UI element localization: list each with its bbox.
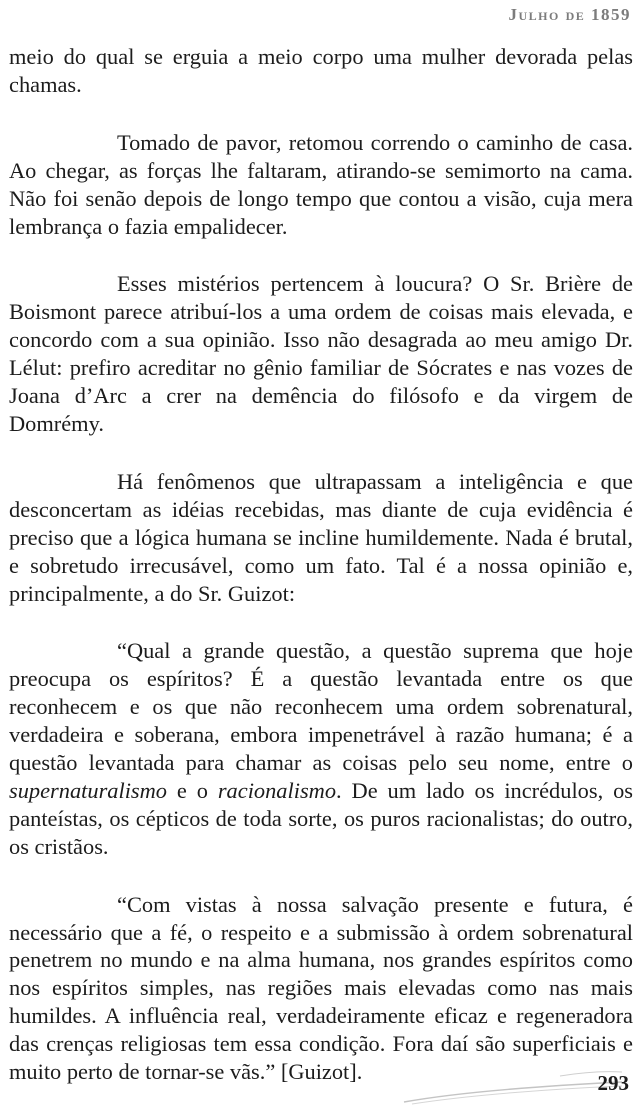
paragraph: Esses mistérios pertencem à loucura? O Sr. Brière de Boismont parece atribuí-los a uma ordem de coisas mais elevada, e concordo com a sua opinião. Isso não desagrada ao meu amigo Dr. Lélut: prefiro acreditar no gênio familiar de Sócrates e nas vozes de Joana d’Arc a crer na demência do filósofo e da virgem de Domrémy.: [9, 271, 633, 436]
text-run: “Qual a grande questão, a questão suprema que hoje preocupa os espíritos? É a questão levantada entre os que reconhecem e os que não reconhecem uma ordem sobrenatural, verdadeira e soberana, embora impenetrável à razão humana; é a questão levantada para chamar as coisas pelo seu nome, entre o: [9, 638, 633, 776]
paragraph: Tomado de pavor, retomou correndo o caminho de casa. Ao chegar, as forças lhe faltaram, atirando-se semimorto na cama. Não foi senão depois de longo tempo que contou a visão, cuja mera lembrança o fazia empalidecer.: [9, 129, 633, 239]
quote-paragraph: “Com vistas à nossa salvação presente e futura, é necessário que a fé, o respeito e a submissão à ordem sobrenatural penetrem no mundo e na alma humana, nos grandes espíritos como nos espíritos simples, nas regiões mais elevadas como nas mais humildes. A influência real, verdadeiramente eficaz e regeneradora das crenças religiosas tem essa condição. Fora daí são superficiais e muito perto de tornar-se vãs.” [Guizot].: [9, 891, 633, 1085]
text-run: . De um lado os incrédulos, os panteístas, os cépticos de toda sorte, os puros racionalistas; do outro, os cristãos.: [9, 777, 633, 859]
italic-term: racionalismo: [217, 777, 337, 803]
page-body: [9, 43, 633, 1116]
italic-term: supernaturalismo: [9, 777, 167, 803]
quote-paragraph: [9, 637, 633, 860]
running-head: Julho de 1859: [508, 5, 631, 24]
text-run: e o: [167, 777, 218, 803]
paragraph: meio do qual se erguia a meio corpo uma mulher devorada pelas chamas.: [9, 44, 633, 97]
decorative-swoosh: [400, 1066, 625, 1106]
paragraph: Há fenômenos que ultrapassam a inteligência e que desconcertam as idéias recebidas, mas diante de cuja evidência é preciso que a lógica humana se incline humildemente. Nada é brutal, e sobretudo irrecusável, como um fato. Tal é a nossa opinião e, principalmente, a do Sr. Guizot:: [9, 468, 633, 606]
page-number: 293: [597, 1071, 629, 1095]
